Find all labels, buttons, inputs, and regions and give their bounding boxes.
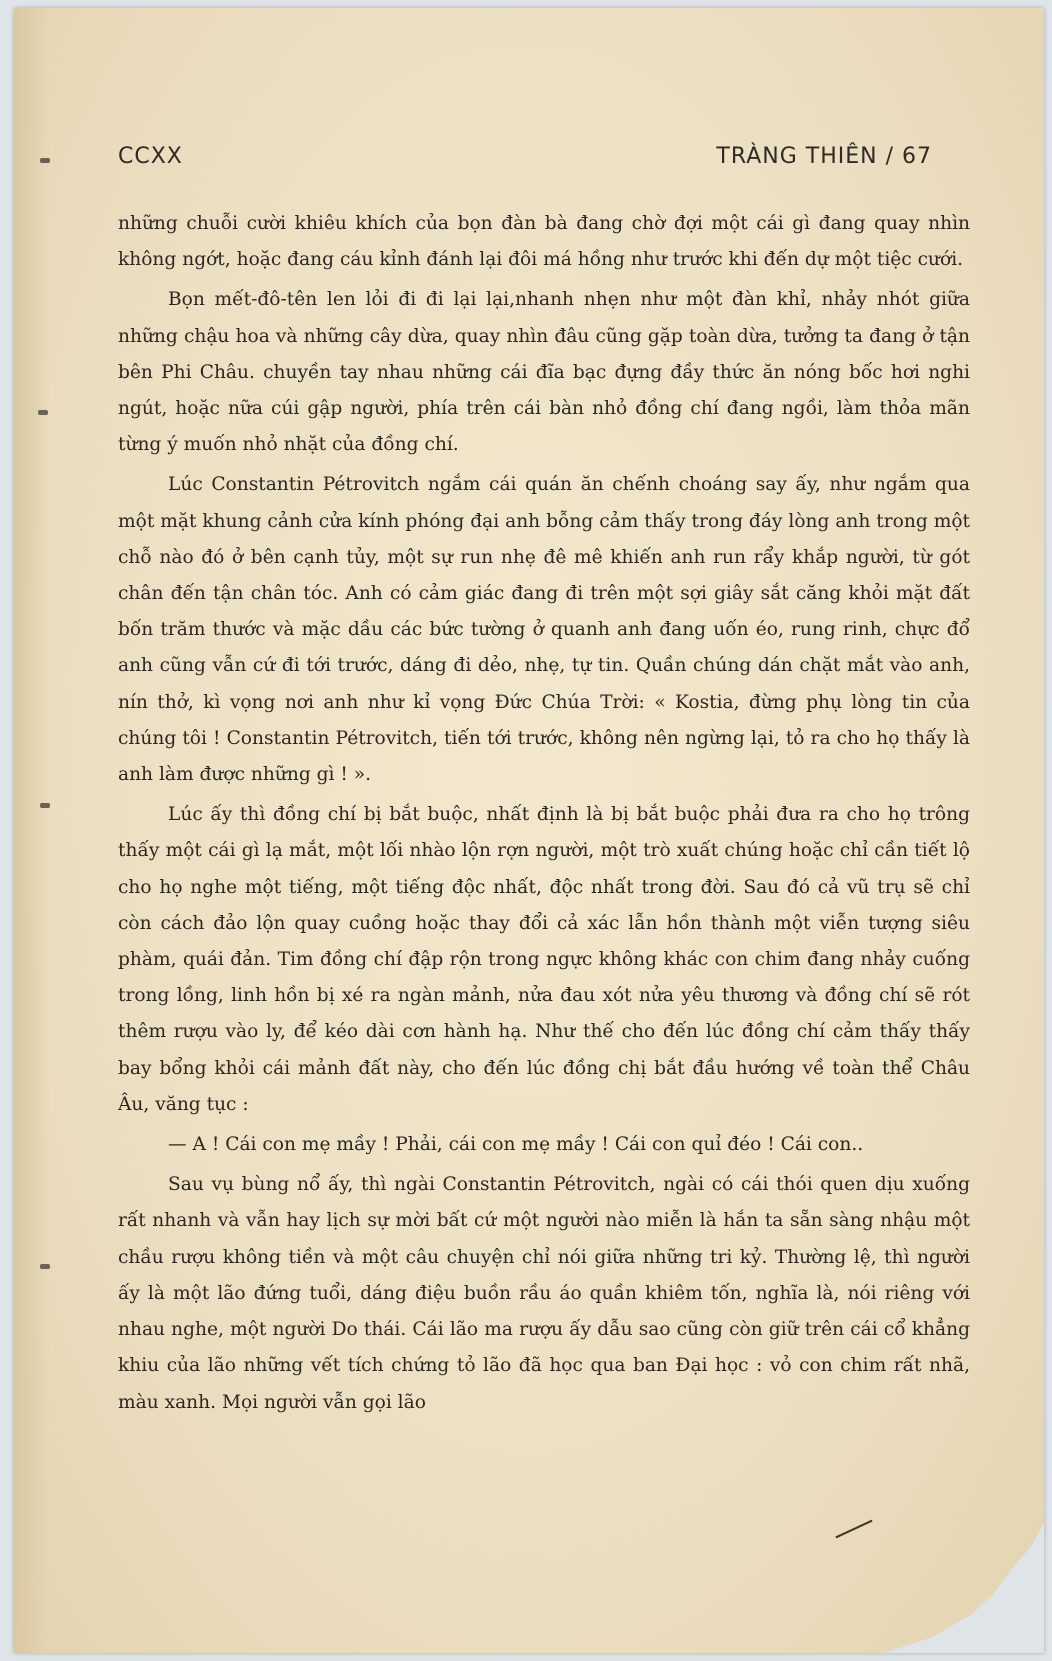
paragraph: Lúc Constantin Pétrovitch ngắm cái quán ăn chếnh choáng say ấy, như ngắm qua một mặt khung cảnh cửa kính phóng đại anh bỗng cảm thấy trong đáy lòng anh trong một chỗ nào đó ở bên cạnh tủy, một sự run nhẹ đê mê khiến anh run rẩy khắp người, từ gót chân đến tận chân tóc. Anh có cảm giác đang đi trên một sợi giây sắt căng khỏi mặt đất bốn trăm thước và mặc dầu các bức tường ở quanh anh đang uốn éo, rung rinh, chực đổ anh cũng vẫn cứ đi tới trước, dáng đi dẻo, nhẹ, tự tin. Quần chúng dán chặt mắt vào anh, nín thở, kì vọng nơi anh như kỉ vọng Đức Chúa Trời: « Kostia, đừng phụ lòng tin của chúng tôi ! Constantin Pétrovitch, tiến tới trước, không nên ngừng lại, tỏ ra cho họ thấy là anh làm được những gì ! ».: [118, 474, 970, 786]
header-chapter: CCXX: [118, 144, 183, 169]
binding-hole-mark: [40, 158, 50, 163]
paragraph: Lúc ấy thì đồng chí bị bắt buộc, nhất định là bị bắt buộc phải đưa ra cho họ trông thấy một cái gì lạ mắt, một lối nhào lộn rợn người, một trò xuất chúng hoặc chỉ cần tiết lộ cho họ nghe một tiếng, một tiếng độc nhất, độc nhất trong đời. Sau đó cả vũ trụ sẽ chỉ còn cách đảo lộn quay cuồng hoặc thay đổi cả xác lẫn hồn thành một viễn tượng siêu phàm, quái đản. Tim đồng chí đập rộn trong ngực không khác con chim đang nhảy cuống trong lồng, linh hồn bị xé ra ngàn mảnh, nửa đau xót nửa yêu thương và đồng chí sẽ rót thêm rượu vào ly, để kéo dài cơn hành hạ. Như thế cho đến lúc đồng chí cảm thấy thấy bay bổng khỏi cái mảnh đất này, cho đến lúc đồng chị bắt đầu hướng về toàn thể Châu Âu, văng tục :: [118, 804, 970, 1115]
paragraph: những chuỗi cười khiêu khích của bọn đàn bà đang chờ đợi một cái gì đang quay nhìn không ngớt, hoặc đang cáu kỉnh đánh lại đôi má hồng như trước khi đến dự một tiệc cưới.: [118, 213, 970, 271]
page-spine-shadow: [14, 8, 50, 1653]
binding-hole-mark: [40, 803, 50, 808]
binding-hole-mark: [40, 1264, 50, 1269]
paragraph: Sau vụ bùng nổ ấy, thì ngài Constantin Pétrovitch, ngài có cái thói quen dịu xuống rất nhanh và vẫn hay lịch sự mời bất cứ một người nào miễn là hắn ta sẵn sàng nhậu một chầu rượu không tiền và một câu chuyện chỉ nói giữa những tri kỷ. Thường lệ, thì người ấy là một lão đứng tuổi, dáng điệu buồn rầu áo quần khiêm tốn, nghĩa là, nói riêng với nhau nghe, một người Do thái. Cái lão ma rượu ấy dẫu sao cũng còn giữ trên cái cổ khẳng khiu của lão những vết tích chứng tỏ lão đã học qua ban Đại học : vỏ con chim rất nhã, màu xanh. Mọi người vẫn gọi lão: [118, 1174, 970, 1413]
pencil-mark: [835, 1520, 872, 1539]
body-text: [118, 206, 970, 1421]
book-page: [14, 8, 1044, 1653]
paragraph: Bọn mết-đô-tên len lỏi đi đi lại lại,nhanh nhẹn như một đàn khỉ, nhảy nhót giữa những chậu hoa và những cây dừa, quay nhìn đâu cũng gặp toàn dừa, tưởng ta đang ở tận bên Phi Châu. chuyền tay nhau những cái đĩa bạc đựng đầy thức ăn nóng bốc hơi nghi ngút, hoặc nữa cúi gập người, phía trên cái bàn nhỏ đồng chí đang ngồi, làm thỏa mãn từng ý muốn nhỏ nhặt của đồng chí.: [118, 289, 970, 456]
dialogue-line: — A ! Cái con mẹ mầy ! Phải, cái con mẹ mầy ! Cái con quỉ đéo ! Cái con..: [168, 1134, 864, 1156]
torn-corner: [884, 1523, 1044, 1653]
header-title-page-number: TRÀNG THIÊN / 67: [716, 144, 932, 169]
running-header: [118, 144, 932, 174]
binding-hole-mark: [38, 410, 48, 415]
